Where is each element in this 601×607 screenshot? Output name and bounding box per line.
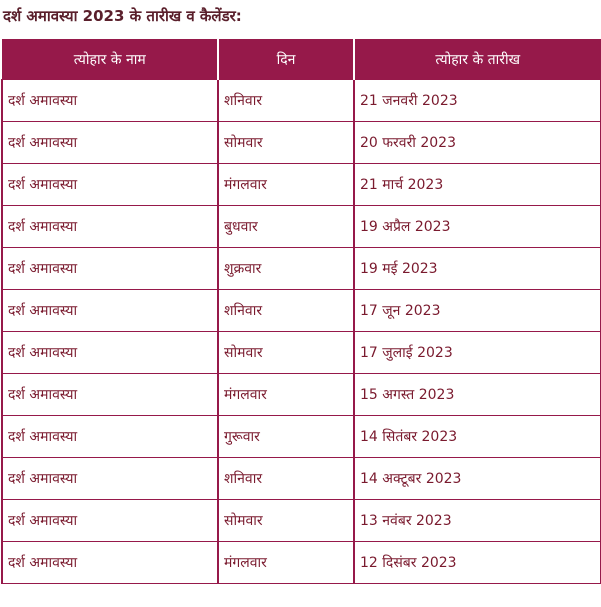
festival-name-cell: दर्श अमावस्या	[2, 122, 218, 164]
day-cell: सोमवार	[218, 122, 354, 164]
festival-name-cell: दर्श अमावस्या	[2, 416, 218, 458]
table-row	[2, 80, 601, 122]
festival-name-cell: दर्श अमावस्या	[2, 164, 218, 206]
day-cell: मंगलवार	[218, 542, 354, 584]
festival-name-cell: दर्श अमावस्या	[2, 332, 218, 374]
date-cell: 21 जनवरी 2023	[354, 80, 601, 122]
date-cell: 19 अप्रैल 2023	[354, 206, 601, 248]
header-festival-name: त्योहार के नाम	[2, 40, 218, 80]
table-row	[2, 122, 601, 164]
table-row	[2, 416, 601, 458]
day-cell: शनिवार	[218, 458, 354, 500]
day-cell: शनिवार	[218, 80, 354, 122]
date-cell: 14 अक्टूबर 2023	[354, 458, 601, 500]
day-cell: शनिवार	[218, 290, 354, 332]
day-cell: बुधवार	[218, 206, 354, 248]
table-row	[2, 164, 601, 206]
table-header-row	[2, 40, 601, 80]
festival-name-cell: दर्श अमावस्या	[2, 500, 218, 542]
table-row	[2, 206, 601, 248]
table-row	[2, 500, 601, 542]
day-cell: मंगलवार	[218, 164, 354, 206]
table-row	[2, 374, 601, 416]
table-row	[2, 458, 601, 500]
festival-name-cell: दर्श अमावस्या	[2, 206, 218, 248]
date-cell: 15 अगस्त 2023	[354, 374, 601, 416]
festival-name-cell: दर्श अमावस्या	[2, 374, 218, 416]
table-row	[2, 290, 601, 332]
festival-name-cell: दर्श अमावस्या	[2, 248, 218, 290]
amavasya-calendar-table	[1, 39, 601, 584]
date-cell: 21 मार्च 2023	[354, 164, 601, 206]
day-cell: मंगलवार	[218, 374, 354, 416]
header-festival-date: त्योहार के तारीख	[354, 40, 601, 80]
day-cell: शुक्रवार	[218, 248, 354, 290]
day-cell: गुरूवार	[218, 416, 354, 458]
date-cell: 17 जून 2023	[354, 290, 601, 332]
day-cell: सोमवार	[218, 500, 354, 542]
date-cell: 20 फरवरी 2023	[354, 122, 601, 164]
festival-name-cell: दर्श अमावस्या	[2, 80, 218, 122]
festival-name-cell: दर्श अमावस्या	[2, 458, 218, 500]
day-cell: सोमवार	[218, 332, 354, 374]
date-cell: 12 दिसंबर 2023	[354, 542, 601, 584]
date-cell: 14 सितंबर 2023	[354, 416, 601, 458]
date-cell: 13 नवंबर 2023	[354, 500, 601, 542]
page-title: दर्श अमावस्या 2023 के तारीख व कैलेंडर:	[3, 7, 242, 25]
festival-name-cell: दर्श अमावस्या	[2, 290, 218, 332]
festival-name-cell: दर्श अमावस्या	[2, 542, 218, 584]
table-row	[2, 542, 601, 584]
table-body	[2, 80, 601, 584]
table-row	[2, 332, 601, 374]
date-cell: 19 मई 2023	[354, 248, 601, 290]
table-row	[2, 248, 601, 290]
date-cell: 17 जुलाई 2023	[354, 332, 601, 374]
header-day: दिन	[218, 40, 354, 80]
